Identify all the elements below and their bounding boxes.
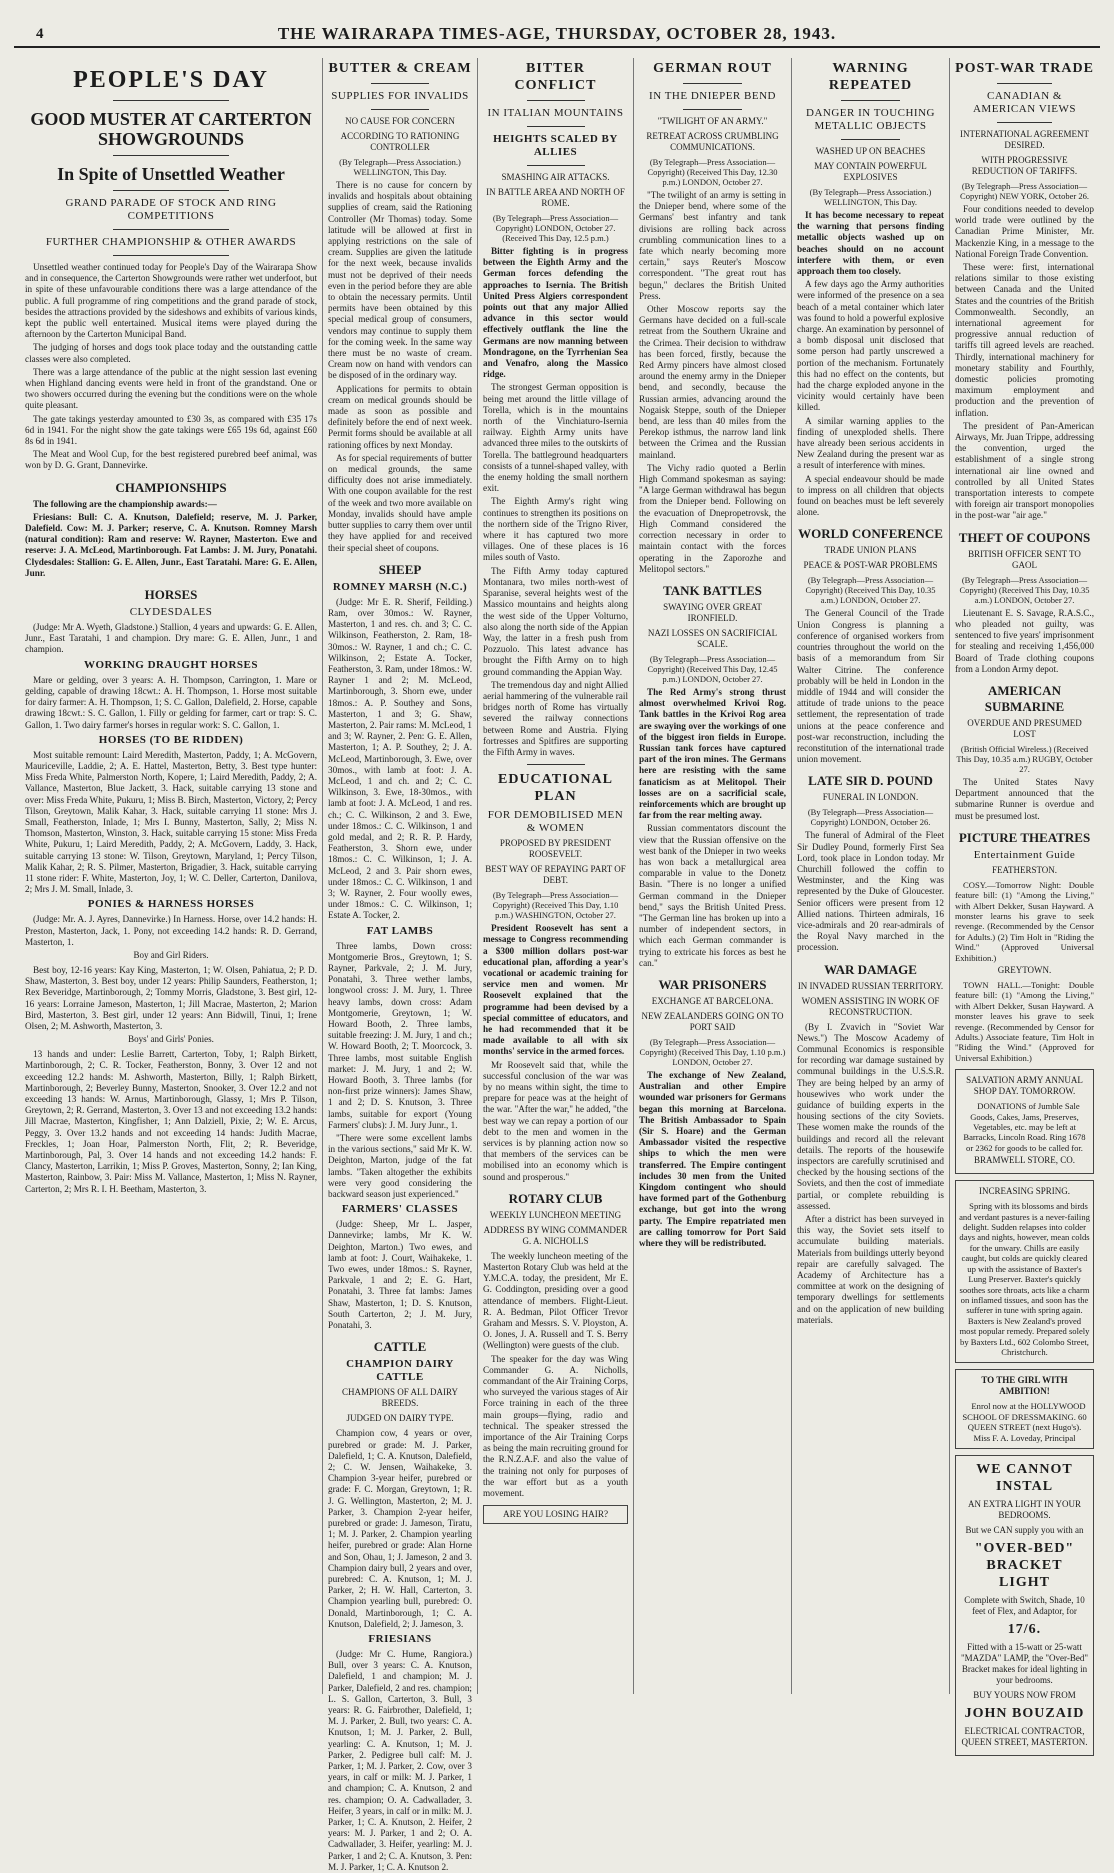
subhead-fat-lambs: FAT LAMBS bbox=[366, 924, 434, 937]
subhead: WITH PROGRESSIVE REDUCTION OF TARIFFS. bbox=[971, 155, 1078, 176]
advert-price: 17/6. bbox=[1007, 1621, 1042, 1637]
subhead-champion-dairy: CHAMPION DAIRY CATTLE bbox=[346, 1358, 454, 1384]
subhead: INTERNATIONAL AGREEMENT DESIRED. bbox=[960, 129, 1089, 150]
divider bbox=[841, 139, 900, 140]
advert-text: Complete with Switch, Shade, 10 feet of Flex, and Adaptor, for bbox=[964, 1594, 1085, 1616]
subhead-horses-ridden: HORSES (TO BE RIDDEN) bbox=[98, 733, 244, 746]
article-paragraph: The strongest German opposition is being met around the little village of Torella, which is in the mountains north of the Vinchiaturo-Isernia railway. Eighth Army units have advanced three miles to the outskirts of Torella. The battleground headquarters consists of a tunnel-shaped valley, with the enemy holding the small northern exit. bbox=[483, 382, 628, 494]
advert-subhead: AN EXTRA LIGHT IN YOUR BEDROOMS. bbox=[968, 1498, 1081, 1520]
subhead-romney: ROMNEY MARSH (N.C.) bbox=[332, 580, 468, 593]
article-paragraph: There is no cause for concern by invalids and hospitals about obtaining supplies of cream, said the Rationing Controller (Mr Thomas) today. Some latitude will be allowed at first in applying restrictions on the sale of cream. Supplies are given the latitude for the next week, because invalids must not be deprived of their needs even in the period before they are able to obtain the necessary permits. Until permits have been obtained by this special medical group of consumers, vendors may continue to supply them for the coming week. In the same way there must be no waste of cream. Cream now on hand with vendors can be disposed of in the ordinary way. bbox=[328, 180, 472, 381]
divider bbox=[527, 764, 585, 765]
article-paragraph: The following are the championship awards:— bbox=[33, 498, 217, 509]
headline-tank-battles: TANK BATTLES bbox=[663, 582, 762, 598]
article-paragraph: As for special requirements of butter on medical grounds, the same difficulty does not arise immediately. With one coupon available for the rest of the week and two more available on Monday, invalids should have ample butter supplies to carry them over until they have applied for and received their special sheet of coupons. bbox=[328, 452, 472, 553]
dateline: (By Telegraph—Press Association—Copyright) (Received This Day, 12.45 p.m.) LONDON, October 27. bbox=[647, 653, 778, 684]
article-paragraph: (Judge: Mr A. Wyeth, Gladstone.) Stallion, 4 years and upwards: G. E. Allen, Junr., East Taratahi, 1 and champion. Dry mare: G. E. Allen, Junr., 1 and champion. bbox=[25, 622, 317, 655]
advert-increasing-spring bbox=[955, 1180, 1094, 1363]
article-paragraph: Most suitable remount: Laird Meredith, Masterton, Paddy, 1; A. McGovern, Mauriceville, Laddie, 2; A. E. Hattel, Masterton, Betty, 3. Best type hunter: Miss Freda White, Palmerston North, Kopere, 1; Laird Meredith, Paddy, 2; A. Vallance, Masterton, Blue Jackett, 3. Hack, suitable carrying 13 stone and over: Miss Freda White, Pukuru, 1; Miss B. Birch, Masterton, Victory, 2; Percy Tilson, Greytown, Malik Kahar, 3. Hack, suitable carrying 11 stone: Mrs J. Small, Featherston, Inlade, 1; Mrs I. Bunny, Masterton, Sally, 2; Miss N. Thomson, Masterton, Winston, 3. Hack, suitable carrying 15 stone: Miss Freda White, Pukuru, 1; Laird Meredith, Paddy, 2; A. McGovern, Laddy, 3. Hack, suitable carrying 13 stone: W. Tilson, Greytown, Maryland, 1; Percy Tilson, Malik Kahar, 2; R. S. Pilmer, Masterton, Brigadier, 3. Hack, suitable carrying 11 stone rider: F. White, Masterton, Joy, 1; W. C. Deller, Carterton, Danilova, 2; Mrs J. M. Small, Inlade, 3. bbox=[25, 749, 317, 895]
dateline: (By Telegraph—Press Association—Copyright) LONDON, October 26. bbox=[807, 807, 934, 828]
dateline: (By Telegraph—Press Association—Copyright) (Received This Day, 10.35 a.m.) LONDON, October 27. bbox=[805, 575, 936, 606]
headline-world-conference: WORLD CONFERENCE bbox=[798, 526, 943, 542]
advert-text: Enrol now at the HOLLYWOOD SCHOOL OF DRESSMAKING. 60 QUEEN STREET (next Hugo's). Miss F. A. Loveday, Principal bbox=[962, 1401, 1087, 1443]
column-bitter-conflict bbox=[477, 58, 633, 1694]
subhead: SWAYING OVER GREAT IRONFIELD. bbox=[663, 601, 762, 623]
advert-text: BUY YOURS NOW FROM bbox=[973, 1689, 1076, 1700]
subhead: BRITISH OFFICER SENT TO GAOL bbox=[968, 548, 1081, 570]
subhead-unsettled-weather: In Spite of Unsettled Weather bbox=[57, 164, 285, 184]
article-paragraph: Four conditions needed to develop world trade were outlined by the Canadian Prime Minister, Mr. Mackenzie King, in a message to the National Foreign Trade Convention. bbox=[955, 204, 1094, 259]
divider bbox=[113, 255, 230, 256]
subhead: WEEKLY LUNCHEON MEETING bbox=[489, 1209, 622, 1220]
divider bbox=[113, 155, 230, 156]
dateline: (British Official Wireless.) (Received This Day, 10.35 a.m.) RUGBY, October 27. bbox=[956, 743, 1093, 774]
article-paragraph: The Meat and Wool Cup, for the best registered purebred beef animal, was won by D. G. Grant, Dannevirke. bbox=[25, 449, 317, 471]
headline-peoples-day: PEOPLE'S DAY bbox=[73, 67, 269, 93]
article-paragraph: (Judge: Mr E. R. Sherif, Feilding.) Ram, over 30mos.: W. Rayner, Masterton, 1 and res. ch. and 3; C. C. Wilkinson, Featherston, 2. Ram, 18-30mos.: W. Rayner, 1 and ch.; C. C. Wilkinson, 2; Estate A. Tocker, Featherston, 3. Ram, under 18mos.: W. Rayner 1 and 2; M. McLeod, Martinborough, 3. Shorn ewe, under 18mos.: A. P. Southey and Sons, Masterton, 1 and 3; G. Shaw, Masterton, 2. Pair rams: M. McLeod, 1 and 3; W. Rayner, 2. Pen: G. E. Allen, Masterton, 1; A. P. Southey, 2; J. A. McLeod, Martinborough, 3. Ewe, over 30mos., with lamb at foot: J. A. McLeod, 1 and ch. and 2; C. C. Wilkinson, 3. Ewe, 18-30mos., with lamb at foot: J. A. McLeod, 1 and res. ch.; C. C. Wilkinson, 2 and 3. Ewe, under 18mos.: C. C. Wilkinson, 1 and gold medal, and 2; R. R. P. Hardy, Featherston, 3. Shorn ewe, under 18mos.: C. C. Wilkinson, 1; J. A. McLeod, 2 and 3. Pair shorn ewes, under 18mos.: C. C. Wilkinson, 1 and 3; W. Rayner, 2. Four woolly ewes, under 18mos.: C. C. Wilkinson, 1; Estate A. Tocker, 2. bbox=[328, 596, 472, 921]
subhead-friesians: FRIESIANS bbox=[368, 1632, 432, 1645]
headline-educational-plan: EDUCATIONAL PLAN bbox=[498, 772, 613, 805]
subhead: PROPOSED BY PRESIDENT ROOSEVELT. bbox=[499, 838, 612, 860]
article-paragraph: The president of Pan-American Airways, Mr. Juan Trippe, addressing the convention, urged the establishment of a single strong international air line owned and controlled by all United States transportation interests to compete with foreign air transport monopolies in the post-war "air age." bbox=[955, 420, 1094, 521]
divider bbox=[113, 190, 230, 191]
subhead-ponies: PONIES & HARNESS HORSES bbox=[87, 898, 255, 911]
subhead: SMASHING AIR ATTACKS. bbox=[501, 172, 610, 182]
headline-rotary-club: ROTARY CLUB bbox=[508, 1190, 603, 1206]
article-paragraph: Lieutenant E. S. Savage, R.A.S.C., who pleaded not guilty, was sentenced to five years' imprisonment for stealing and receiving 1,456,000 Board of Trade clothing coupons from a London Army depot. bbox=[955, 607, 1094, 674]
subhead: PEACE & POST-WAR PROBLEMS bbox=[803, 560, 938, 571]
article-paragraph: Friesians: Bull: C. A. Knutson, Dalefield; reserve, M. J. Parker, Dalefield. Cow: M. J. Parker; reserve, C. A. Knutson. Romney Marsh (natural condition): Ram and reserve: W. Rayner, Masterton. Ewe and reserve: J. A. McLeod, Martinborough. Fat Lambs: J. M. Jury, Ponatahi. Clydesdales: Stallion: G. E. Allen, Junr., East Taratahi. Mare: G. E. Allen, Junr. bbox=[25, 511, 317, 578]
subhead: NEW ZEALANDERS GOING ON TO PORT SAID bbox=[641, 1010, 784, 1032]
divider bbox=[527, 100, 585, 101]
article-paragraph: The General Council of the Trade Union Congress is planning a conference of organised workers from countries throughout the world on the basis of a memorandum from Sir Walter Citrine. The conference probably will be held in London in the middle of 1944 and will consider the attitude of trade unions to the peace settlement, the representation of trade unions at the peace conference and post-war reconstruction, including the reconstitution of the international trade union movement. bbox=[797, 608, 944, 765]
subhead: TRADE UNION PLANS bbox=[824, 545, 917, 556]
divider bbox=[683, 83, 742, 84]
subhead: EXCHANGE AT BARCELONA. bbox=[651, 995, 774, 1006]
headline-late-sir-pound: LATE SIR D. POUND bbox=[808, 773, 933, 789]
headline-bitter-conflict: BITTER CONFLICT bbox=[514, 61, 597, 93]
headline-post-war-trade: POST-WAR TRADE bbox=[955, 61, 1094, 76]
subhead: ACCORDING TO RATIONING CONTROLLER bbox=[340, 131, 460, 152]
article-paragraph: Mr Roosevelt said that, while the successful conclusion of the war was by no means within sight, the time to prepare for peace was at the height of the war. "After the war," he added, "the best way we can repay a portion of our debt to the men and women in the services is by planning action now so that members of the services can be mobilised into an economy which is sound and prosperous." bbox=[483, 1059, 628, 1182]
advert-address: ELECTRICAL CONTRACTOR, QUEEN STREET, MASTERTON. bbox=[961, 1725, 1088, 1747]
dateline: (By Telegraph—Press Association—Copyright) LONDON, October 27. (Received This Day, 12.5 p.m.) bbox=[492, 213, 619, 243]
article-paragraph: The Eighth Army's right wing continues to strengthen its positions on the northern side of the Trigno River, where it has captured two more villages. One of these places is 16 miles south of Vasto. bbox=[483, 496, 628, 563]
headline-german-rout: GERMAN ROUT bbox=[653, 61, 772, 76]
masthead bbox=[14, 16, 1100, 48]
column-butter-cream bbox=[322, 58, 477, 1872]
headline-butter-cream: BUTTER & CREAM bbox=[328, 61, 472, 76]
section-sheep: SHEEP bbox=[378, 561, 422, 577]
subhead-good-muster: GOOD MUSTER AT CARTERTON SHOWGROUNDS bbox=[30, 109, 312, 149]
advert-product: "OVER-BED" BRACKET LIGHT bbox=[974, 1540, 1075, 1590]
subhead: NAZI LOSSES ON SACRIFICIAL SCALE. bbox=[647, 627, 778, 649]
advert-company: JOHN BOUZAID bbox=[964, 1705, 1085, 1721]
subhead: RETREAT ACROSS CRUMBLING COMMUNICATIONS. bbox=[646, 131, 779, 152]
article-paragraph: The judging of horses and dogs took place today and the outstanding cattle classes were also completed. bbox=[25, 342, 317, 364]
advert-text: Fitted with a 15-watt or 25-watt "MAZDA" LAMP, the "Over-Bed" Bracket makes for ideal lighting in your bedrooms. bbox=[960, 1641, 1088, 1685]
advert-bracket-light bbox=[955, 1455, 1094, 1756]
article-paragraph: These were: first, international relations similar to those existing between Canada and the United States and the countries of the British Commonwealth. Secondly, an international agreement for progressive annual reduction of tariffs till agreed levels are reached. Thirdly, international machinery for monetary stability and Fourthly, domestic policies promoting maximum employment and production and the prevention of inflation. bbox=[955, 262, 1094, 418]
subhead: IN THE DNIEPER BEND bbox=[649, 90, 776, 102]
divider bbox=[841, 100, 900, 101]
subhead: DANGER IN TOUCHING METALLIC OBJECTS bbox=[806, 107, 935, 132]
subhead: WASHED UP ON BEACHES bbox=[815, 146, 926, 156]
newspaper-title: THE WAIRARAPA TIMES-AGE, THURSDAY, OCTOBER 28, 1943. bbox=[277, 24, 837, 43]
article-paragraph: The Red Army's strong thrust almost overwhelmed Krivoi Rog. Tank battles in the Krivoi Rog area are swaying over the workings of one of the biggest iron fields in Europe. Russian tank forces have captured part of the iron mines. The Germans here are resisting with the same fanaticism as at Melitopol. Their losses are on a sacrificial scale, reinforcements which are brought up far from the rear melting away. bbox=[639, 686, 786, 821]
divider bbox=[997, 83, 1053, 84]
article-paragraph: Russian commentators discount the view that the Russian offensive on the west bank of the Dnieper in two weeks has won back a metallurgical area comparable in value to the Donetz Basin. "There is no longer a unified German command in the Dnieper bend," says the British United Press. "The German line has broken up into a number of independent sectors, in which each German commander is trying to extricate his forces as best he can." bbox=[639, 823, 786, 968]
subhead: MAY CONTAIN POWERFUL EXPLOSIVES bbox=[814, 161, 927, 182]
section-championships: CHAMPIONSHIPS bbox=[115, 479, 227, 495]
section-cattle: CATTLE bbox=[373, 1339, 427, 1355]
advert-heading: SALVATION ARMY ANNUAL SHOP DAY. TOMORROW. bbox=[966, 1075, 1083, 1097]
dateline: (By Telegraph—Press Association.) WELLINGTON, This Day. bbox=[339, 157, 461, 177]
advert-text: Spring with its blossoms and birds and verdant pastures is a never-failing delight. Sudden relapses into colder days and nights, however, mean colds for the unwary. Chills are easily caught, but colds are quickly cleared up with the assistance of Baxter's Lung Preserver. Baxter's quickly soothes sore throats, acts like a charm on inflamed tissues, and soon has the sufferer in tune with spring again. Baxters is New Zealand's proved most popular remedy. Prepared solely by Baxters Ltd., 602 Colombo Street, Christchurch. bbox=[959, 1201, 1090, 1357]
article-paragraph: (Judge: Mr. A. J. Ayres, Dannevirke.) In Harness. Horse, over 14.2 hands: H. Preston, Masterton, Jack, 1. Pony, not exceeding 14.2 hands: R. D. Gerrand, Masterton, 1. bbox=[25, 914, 317, 947]
advert-salvation-army bbox=[955, 1069, 1094, 1174]
subhead-ponies-boys-girls: Boys' and Girls' Ponies. bbox=[128, 1034, 214, 1045]
article-paragraph: 13 hands and under: Leslie Barrett, Carterton, Toby, 1; Ralph Birkett, Martinborough, 2; C. R. Tocker, Featherston, Bonny, 3. Over 12 and not exceeding 12.2 hands: M. Ashworth, Masterton, Billy, 1; Ralph Birkett, Martinborough, 2; Beverley Bunny, Masterton, Snooker, 3. Over 12.2 and not exceeding 13 hands: W. Arnus, Martinborough, Glassy, 1; Mrs P. Tilson, Greytown, 2; R. Gerrand, Masterton, 3. Over 13 and not exceeding 13.2 hands: Jill Macrae, Masterton, Kingfisher, 1; Ann Dalziell, Pixie, 2; W. E. Arcus, Peggy, 3. Over 13.2 hands and not exceeding 14 hands: Judith Macrae, Freckles, 1; Joan Hoar, Palmerston North, Flit, 2; R. Beveridge, Martinborough, Pal, 3. Over 14 hands and not exceeding 14.2 hands: F. Clancy, Masterton, Larrikin, 1; Miss P. Groves, Masterton, Sonny, 2; Ian King, Masterton, Rainbow, 3. Pair: Miss M. Vallance, Masterton, 1; Miss N. Rayner, Carterton, 2; Mrs R. I. H. Beetham, Masterton, 3. bbox=[25, 1049, 317, 1194]
divider bbox=[113, 229, 230, 230]
article-paragraph: Applications for permits to obtain cream on medical grounds should be made as soon as possible and definitely before the end of next week. Permit forms should be available at all rationing offices by next Monday. bbox=[328, 383, 472, 450]
divider bbox=[371, 109, 429, 110]
subhead: IN INVADED RUSSIAN TERRITORY. bbox=[797, 980, 944, 991]
article-paragraph: The United States Navy Department announced that the submarine Runner is overdue and must be presumed lost. bbox=[955, 776, 1094, 821]
headline-theft-coupons: THEFT OF COUPONS bbox=[958, 529, 1091, 545]
advert-heading: WE CANNOT INSTAL bbox=[976, 1461, 1073, 1494]
dateline: (By Telegraph—Press Association.) WELLINGTON, This Day. bbox=[809, 187, 932, 207]
subhead: "TWILIGHT OF AN ARMY." bbox=[657, 116, 768, 126]
article-paragraph: Other Moscow reports say the Germans have decided on a full-scale retreat from the Southern Ukraine and the Crimea. Their decision to withdraw has been forced, firstly, because the Red Army pincers have almost closed around the enemy army in the Dnieper bend, and secondly, because the Russian armies, advancing around the Nogaisk Steppe, south of the Dnieper bend, are less than 40 miles from the Perekop isthmus, the narrow land link between the Crimea and the Russian mainland. bbox=[639, 304, 786, 460]
article-paragraph: Bitter fighting is in progress between the Eighth Army and the German forces defending the approaches to Isernia. The British United Press Algiers correspondent points out that any major Allied advance in this sector would effectively outflank the line the Germans are now manning between Mondragone, on the Tyrrhenian Sea and Venafro, along the Massico ridge. bbox=[483, 246, 628, 380]
dateline: (By Telegraph—Press Association—Copyright) NEW YORK, October 26. bbox=[960, 181, 1089, 201]
subhead: HEIGHTS SCALED BY ALLIES bbox=[493, 133, 618, 158]
subhead: BEST WAY OF REPAYING PART OF DEBT. bbox=[485, 864, 626, 886]
article-paragraph: "The twilight of an army is setting in the Dnieper bend, where some of the Germans' best infantry and tank divisions are rolling back across crumbling communication lines to a fate which nearly becoming more certain," says Reuter's Moscow correspondent. "The great rout has begun," declares the British United Press. bbox=[639, 190, 786, 301]
article-paragraph: The gate takings yesterday amounted to £30 3s, as compared with £35 17s 6d in 1941. For the night show the gate takings were £65 19s 6d, against £60 8s 6d in 1941. bbox=[25, 413, 317, 447]
article-paragraph: The weekly luncheon meeting of the Masterton Rotary Club was held at the Y.M.C.A. today, the president, Mr E. G. Coddington, presiding over a good attendance of members. Flight-Lieut. R. A. Bedman, Pilot Officer Trevor Graham and Messrs. S. V. Ployston, A. O. Jones, J. A. Russell and T. S. Berry (Wellington) were guests of the club. bbox=[483, 1250, 628, 1351]
article-paragraph: TOWN HALL.—Tonight: Double feature bill: (1) "Among the Living," with Albert Dekker, Susan Hayward. A monster leaves his grave to seek revenge. (Recommended by Censor for Adults.) Associate feature, Tim Holt in "Riding the Wind." (Approved for Universal Exhibition.) bbox=[955, 979, 1094, 1063]
article-paragraph: It has become necessary to repeat the warning that persons finding metallic objects washed up on beaches should on no account interfere with them, or even approach them too closely. bbox=[797, 210, 944, 277]
divider bbox=[683, 109, 742, 110]
subhead: GREYTOWN. bbox=[997, 964, 1052, 975]
dateline: (By Telegraph—Press Association—Copyright) (Received This Day, 1.10 p.m.) LONDON, October 27. bbox=[639, 1036, 786, 1067]
subhead: OVERDUE AND PRESUMED LOST bbox=[967, 717, 1082, 739]
article-paragraph: Mare or gelding, over 3 years: A. H. Thompson, Carrington, 1. Mare or gelding, capable of drawing 18cwt.: A. H. Thompson, 1. Horse most suitable for dairy farmer: A. H. Thompson, 1; S. C. Gallon, Dalefield, 2. Horse, capable drawing 18cwt.: S. C. Gallon, 1. Filly or gelding for farmer, cart or trap: S. C. Gallon, 1. Two dairy farmer's horses in regular work: S. C. Gallon, 1. bbox=[25, 674, 317, 730]
column-warning-repeated bbox=[791, 58, 949, 1694]
article-paragraph: "There were some excellent lambs in the various sections," said Mr K. W. Deighton, Marton, judge of the fat lambs. "Taken altogether the exhibits were very good considering the backward season just experienced." bbox=[328, 1133, 472, 1200]
article-paragraph: After a district has been surveyed in this way, the Soviet sets itself to accumulate building materials. Materials from buildings utterly beyond repair are carefully salvaged. The Academy of Architecture has a committee at work on the designing of temporary dwellings for settlements and on the application of new building materials. bbox=[797, 1214, 944, 1325]
advert-losing-hair bbox=[483, 1505, 628, 1524]
dateline: (By Telegraph—Press Association—Copyright) (Received This Day, 12.30 p.m.) LONDON, October 27. bbox=[647, 157, 778, 187]
article-paragraph: Best boy, 12-16 years: Kay King, Masterton, 1; W. Olsen, Pahiatua, 2; P. D. Shaw, Masterton, 3. Best boy, under 12 years: Philip Saunders, Featherston, 1; Rex Beveridge, Martinborough, 2; Tommy Morris, Gladstone, 3. Best girl, 12-16 years: Lorraine Jameson, Masterton, 1; Jill Macrae, Masterton, 2; Marion Bird, Masterton, 3. Best girl, under 12 years: Ann Bidwill, Tinui, 1; Irene Olsen, 2; M. Ashworth, Masterton, 3. bbox=[25, 964, 317, 1031]
article-paragraph: Champion cow, 4 years or over, purebred or grade: M. J. Parker, Dalefield, 1; C. A. Knutson, Dalefield, 2; C. W. Jensen, Waihakeke, 3. Champion 3-year heifer, purebred or grade: F. C. Morgan, Greytown, 1; R. J. G. Wellington, Masterton, 2; M. J. Parker, 3. Champion 2-year heifer, purebred or grade: J. Jameson, Tiratu, 1; M. J. Parker, 2. Champion yearling heifer, purebred or grade: Alan Horne and Son, Ohau, 1; J. Jameson, 2 and 3. Champion dairy bull, 2 years and over, purebred: C. A. Knutson, 1; M. J. Parker, 2; H. W. Hall, Carterton, 3. Champion yearling bull, purebred: O. Donald, Martinborough, 1; C. A. Knutson, Dalefield, 2; J. Jameson, 3. bbox=[328, 1428, 472, 1629]
headline-warning-repeated: WARNING REPEATED bbox=[828, 61, 913, 93]
subhead: Entertainment Guide bbox=[973, 848, 1076, 861]
section-horses: HORSES bbox=[144, 587, 198, 603]
subhead-grand-parade: GRAND PARADE OF STOCK AND RING COMPETITIONS bbox=[65, 197, 277, 222]
article-paragraph: The funeral of Admiral of the Fleet Sir Dudley Pound, formerly First Sea Lord, took place in London today. Mr Churchill followed the coffin to Westminster, and the King was represented by the Duke of Gloucester. Senior officers were present from 12 Allied nations. Thirteen admirals, 16 vice-admirals and 20 rear-admirals of the Royal Navy marched in the procession. bbox=[797, 830, 944, 953]
dateline: (By Telegraph—Press Association—Copyright) (Received This Day, 10.35 a.m.) LONDON, October 27. bbox=[959, 574, 1090, 605]
article-paragraph: Unsettled weather continued today for People's Day of the Wairarapa Show and in consequence, the Carterton Showgrounds were rather wet underfoot, but in spite of these unfavourable conditions there was a large attendance of the public. A full programme of ring competitions and the grand parade of stock, besides the attractions provided by the sideshows and exhibits of various kinds, kept the public well entertained. Musical items were played during the afternoon by the Carterton Municipal Band. bbox=[25, 262, 317, 340]
subhead: CHAMPIONS OF ALL DAIRY BREEDS. bbox=[342, 1387, 458, 1409]
divider bbox=[371, 83, 429, 84]
subhead-clydesdales: CLYDESDALES bbox=[129, 606, 213, 619]
subhead: NO CAUSE FOR CONCERN bbox=[345, 116, 455, 126]
article-paragraph: COSY.—Tomorrow Night: Double feature bill: (1) "Among the Living," with Albert Dekker, Susan Hayward. A monster learns his grave to seek revenge. (Recommended by the Censor for Adults.) (2) Tim Holt in "Riding the Wind." (Approved Universal Exhibition.) bbox=[955, 879, 1094, 963]
subhead-farmers-classes: FARMERS' CLASSES bbox=[341, 1203, 459, 1216]
subhead: JUDGED ON DAIRY TYPE. bbox=[346, 1413, 454, 1424]
subhead: WOMEN ASSISTING IN WORK OF RECONSTRUCTION. bbox=[801, 995, 940, 1017]
advert-text: DONATIONS of Jumble Sale Goods, Cakes, Jams, Preserves, Vegetables, etc. may be left at Barracks, Lincoln Road. Ring 1678 or 2362 for goods to be called for. bbox=[963, 1101, 1086, 1153]
article-paragraph: President Roosevelt has sent a message to Congress recommending a $300 million dollars post-war educational plan, affording a year's vocational or academic training for service men and women. Mr Roosevelt explained that the programme had been devised by a special committee of educators, and he had recommended that it be made available to all with six months' service in the armed forces. bbox=[483, 923, 628, 1057]
column-peoples-day bbox=[20, 58, 322, 1694]
article-paragraph: (By I. Zvavich in "Soviet War News.") The Moscow Academy of Communal Economics is responsible for recording war damage sustained by communal buildings in the U.S.S.R. They are being helped by an army of housewives who work under the guidance of building experts in the housing sections of the city Soviets. These women make the rounds of the buildings and record all the relevant details. The reports of the housewife inspectors are carefully scrutinised and checked by the housing sections of the Soviets, and then the cost of immediate partial, or complete rebuilding is assessed. bbox=[797, 1021, 944, 1211]
subhead: SUPPLIES FOR INVALIDS bbox=[331, 90, 469, 102]
advert-dressmaking bbox=[955, 1369, 1094, 1449]
article-paragraph: A few days ago the Army authorities were informed of the presence on a sea beach of a metal container which later was found to hold a powerful explosive charge. An examination by personnel of a bomb disposal unit disclosed that some person had partly unscrewed a portion of the mechanism. Fortunately this had no effect on the contents, but had the charge exploded anyone in the vicinity would certainly have been killed. bbox=[797, 279, 944, 413]
advert-heading: TO THE GIRL WITH AMBITION! bbox=[981, 1375, 1068, 1397]
subhead-boy-girl: Boy and Girl Riders. bbox=[133, 949, 209, 960]
advert-heading: ARE YOU LOSING HAIR? bbox=[502, 1509, 609, 1520]
article-paragraph: (Judge: Sheep, Mr L. Jasper, Dannevirke; lambs, Mr K. W. Deighton, Marton.) Two ewes, and lamb at foot: J. Court, Waihakeke, 1. Two ewes, under 18mos.: S. Rayner, Parkvale, 1 and 2; E. G. Hart, Ponatahi, 3. Three fat lambs: James Shaw, Masterton, 1; D. S. Knutson, South Carterton, 2; J. M. Jury, Ponatahi, 3. bbox=[328, 1219, 472, 1331]
article-paragraph: A similar warning applies to the finding of unexploded shells. There have already been serious accidents in New Zealand during the present war as a result of interference with mines. bbox=[797, 415, 944, 471]
article-paragraph: The tremendous day and night Allied aerial hammering of the vulnerable rail bridges north of Rome has virtually severed the railway connections between Rome and Austria. Flying fortresses and Spitfires are supporting the Fifth Army in waves. bbox=[483, 679, 628, 757]
column-post-war-trade bbox=[949, 58, 1099, 1747]
divider bbox=[113, 100, 230, 101]
subhead: IN BATTLE AREA AND NORTH OF ROME. bbox=[486, 187, 625, 208]
column-german-rout bbox=[633, 58, 791, 1694]
article-paragraph: A special endeavour should be made to impress on all children that objects found on beaches must be left severely alone. bbox=[797, 473, 944, 518]
subhead: FOR DEMOBILISED MEN & WOMEN bbox=[487, 809, 624, 835]
article-paragraph: Three lambs, Down cross: Montgomerie Bros., Greytown, 1; S. Rayner, Parkvale, 2; J. M. Jury, Ponatahi, 3. Three wether lambs, longwool cross: J. M. Jury, 1. Three heavy lambs, down cross: Adam Montgomerie, Greytown, 1; W. Howard Booth, 2. Three lambs, suitable freezing: J. M. Jury, 1 and ch.; W. Howard Booth, 2; T. Moorcock, 3. Three lambs, most suitable English market: J. M. Jury, 1 and 2; W. Howard Booth, 3. Three lambs (for non-first prize winners): James Shaw, 1 and 2; D. S. Knutson, 3. Three lambs, suitable for export (Young Farmers' clubs): J. M. Jury Junr., 1. bbox=[328, 940, 472, 1130]
article-paragraph: The Vichy radio quoted a Berlin High Command spokesman as saying: "A large German withdrawal has begun from the Dnieper bend. Following on the evacuation of Dnepropetrovsk, the High Command considered the correction necessary in order to maintain contact with the forces operating in the Zaporozhe and Melitopol sectors." bbox=[639, 462, 786, 574]
article-paragraph: The speaker for the day was Wing Commander G. A. Nicholls, commandant of the Air Training Corps, who surveyed the various stages of Air Force training in each of the three main groups—flying, radio and technical. The speaker stressed the importance of the Air Training Corps as being the main recruiting ground for the R.N.Z.A.F. and also the value of the training not only for purposes of the war effort but as a youth movement. bbox=[483, 1353, 628, 1499]
subhead-further-championship: FURTHER CHAMPIONSHIP & OTHER AWARDS bbox=[45, 236, 297, 248]
divider bbox=[527, 126, 585, 127]
subhead: FEATHERSTON. bbox=[991, 864, 1058, 875]
advert-subhead: But we CAN supply you with an bbox=[965, 1524, 1084, 1535]
subhead-working-draught: WORKING DRAUGHT HORSES bbox=[84, 658, 258, 671]
article-paragraph: The Fifth Army today captured Montanara, two miles north-west of Sparanise, several heights west of the Massico mountains and heights along the west side of the Upper Volturno, also along the north side of the Appian Way, the latter in a fresh push from Pozzuolo. This latest advance has brought the Fifth Army on to high ground commanding the Appian Way. bbox=[483, 565, 628, 677]
article-paragraph: (Judge: Mr C. Hume, Rangiora.) Bull, over 3 years: C. A. Knutson, Dalefield, 1 and champion; M. J. Parker, Dalefield, 2 and res. champion; L. S. Gallon, Carterton, 3. Bull, 3 years: R. G. Fairbrother, Dalefield, 1; M. J. Parker, 2. Bull, two years: C. A. Knutson, 1; M. J. Parker, 2. Bull, yearling: C. A. Knutson, 1; M. J. Parker, 2. Pedigree bull calf: M. J. Parker, 1; M. J. Parker, 2. Cow, over 3 years, in calf or milk: M. J. Parker, 1 and champion; C. A. Knutson, 2 and res. champion; O. A. Cadwallader, 3. Heifer, 3 years, in calf or in milk: M. J. Parker, 1; C. A. Knutson, 2. Heifer, 2 years: M. J. Parker, 1 and 2; O. A. Cadwallader, 3. Heifer, yearling: M. J. Parker, 1 and 2; C. A. Knutson, 3. Pen: M. J. Parker, 1; C. A. Knutson 2. bbox=[328, 1648, 472, 1872]
headline-picture-theatres: PICTURE THEATRES bbox=[958, 829, 1091, 845]
subhead: CANADIAN & AMERICAN VIEWS bbox=[972, 90, 1077, 115]
divider bbox=[997, 122, 1053, 123]
article-paragraph: There was a large attendance of the public at the night session last evening when Highland dancing events were held in front of the grandstand. One or two showers occurred during the evening but the conditions were on the whole quite pleasant. bbox=[25, 366, 317, 411]
headline-war-prisoners: WAR PRISONERS bbox=[658, 976, 767, 992]
headline-american-submarine: AMERICAN SUBMARINE bbox=[984, 682, 1065, 714]
dateline: (By Telegraph—Press Association—Copyright) (Received This Day, 1.10 p.m.) WASHINGTON, October 27. bbox=[492, 890, 619, 921]
headline-war-damage: WAR DAMAGE bbox=[824, 961, 917, 977]
subhead: FUNERAL IN LONDON. bbox=[822, 792, 919, 803]
subhead: IN ITALIAN MOUNTAINS bbox=[487, 107, 624, 119]
article-paragraph: The exchange of New Zealand, Australian and other Empire wounded war prisoners for Germans began this morning at Barcelona. The British Ambassador to Spain (Sir S. Hoare) and the German Ambassador visited the respective ships to which the men were transferred. The Empire contingent includes 30 men from the United Kingdom contingent who should have formed part of the Gothenburg exchange, but got into the wrong party. The Empire repatriated men are calling tomorrow for Port Said where they will be redistributed. bbox=[639, 1069, 786, 1249]
advert-heading: INCREASING SPRING. bbox=[978, 1186, 1070, 1197]
advert-signoff: BRAMWELL STORE, CO. bbox=[973, 1155, 1075, 1166]
divider bbox=[527, 165, 585, 166]
subhead: ADDRESS BY WING COMMANDER G. A. NICHOLLS bbox=[483, 1224, 628, 1246]
page-number: 4 bbox=[36, 26, 44, 42]
